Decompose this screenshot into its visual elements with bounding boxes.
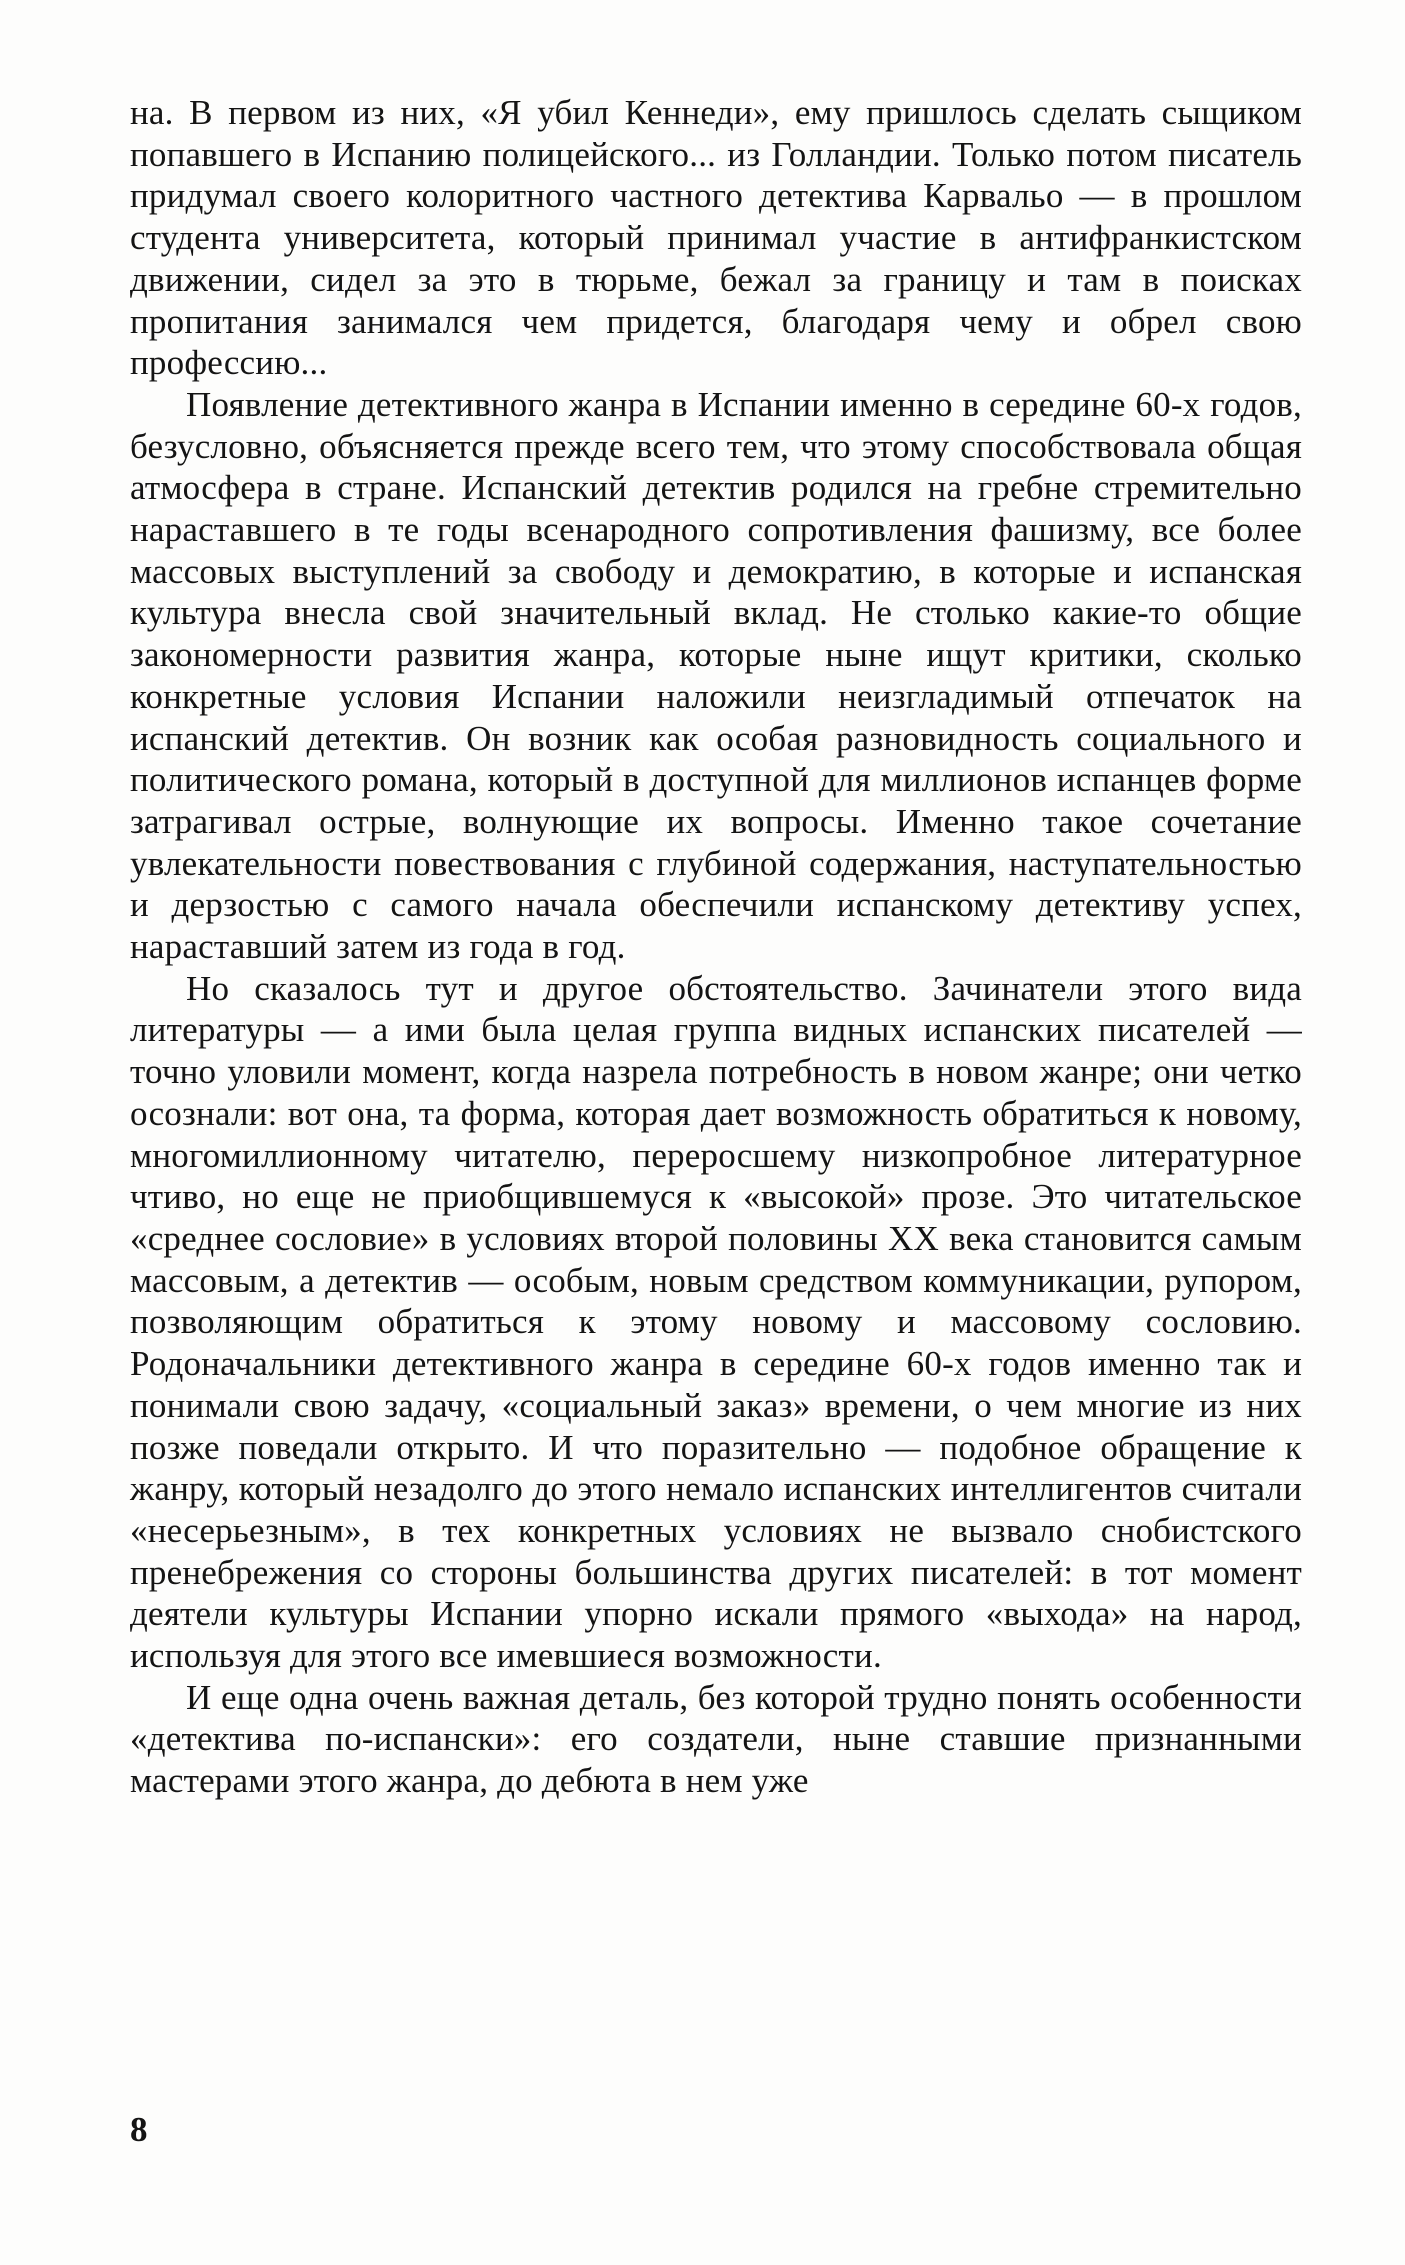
body-text [130,92,1302,1802]
page-number: 8 [130,2110,148,2149]
paragraph-3: Но сказалось тут и другое обстоятельство. Зачинатели этого вида литературы — а ими была целая группа видных испанских писателей — точно уловили момент, когда назрела потребность в новом жанре; они четко осознали: вот она, та форма, которая дает возможность обратиться к новому, многомиллионному читателю, переросшему низкопробное литературное чтиво, но еще не приобщившемуся к «высокой» прозе. Это читательское «среднее сословие» в условиях второй половины XX века становится самым массовым, а детектив — особым, новым средством коммуникации, рупором, позволяющим обратиться к этому новому и массовому сословию. Родоначальники детективного жанра в середине 60-х годов именно так и понимали свою задачу, «социальный заказ» времени, о чем многие из них позже поведали открыто. И что поразительно — подобное обращение к жанру, который незадолго до этого немало испанских интеллигентов считали «несерьезным», в тех конкретных условиях не вызвало снобистского пренебрежения со стороны большинства других писателей: в тот момент деятели культуры Испании упорно искали прямого «выхода» на народ, используя для этого все имевшиеся возможности. [130,968,1302,1676]
paragraph-1: на. В первом из них, «Я убил Кеннеди», ему пришлось сделать сыщиком попавшего в Испанию полицейского... из Голландии. Только потом писатель придумал своего колоритного частного детектива Карвальо — в прошлом студента университета, который принимал участие в антифранкистском движении, сидел за это в тюрьме, бежал за границу и там в поисках пропитания занимался чем придется, благодаря чему и обрел свою профессию... [130,93,1302,383]
paragraph-4: И еще одна очень важная деталь, без которой трудно понять особенности «детектива по-испански»: его создатели, ныне ставшие признанными мастерами этого жанра, до дебюта в нем уже [130,1677,1302,1801]
paragraph-2: Появление детективного жанра в Испании именно в середине 60-х годов, безусловно, объясняется прежде всего тем, что этому способствовала общая атмосфера в стране. Испанский детектив родился на гребне стремительно нараставшего в те годы всенародного сопротивления фашизму, все более массовых выступлений за свободу и демократию, в которые и испанская культура внесла свой значительный вклад. Не столько какие-то общие закономерности развития жанра, которые ныне ищут критики, сколько конкретные условия Испании наложили неизгладимый отпечаток на испанский детектив. Он возник как особая разновидность социального и политического романа, который в доступной для миллионов испанцев форме затрагивал острые, волнующие их вопросы. Именно такое сочетание увлекательности повествования с глубиной содержания, наступательностью и дерзостью с самого начала обеспечили испанскому детективу успех, нараставший затем из года в год. [130,384,1302,967]
